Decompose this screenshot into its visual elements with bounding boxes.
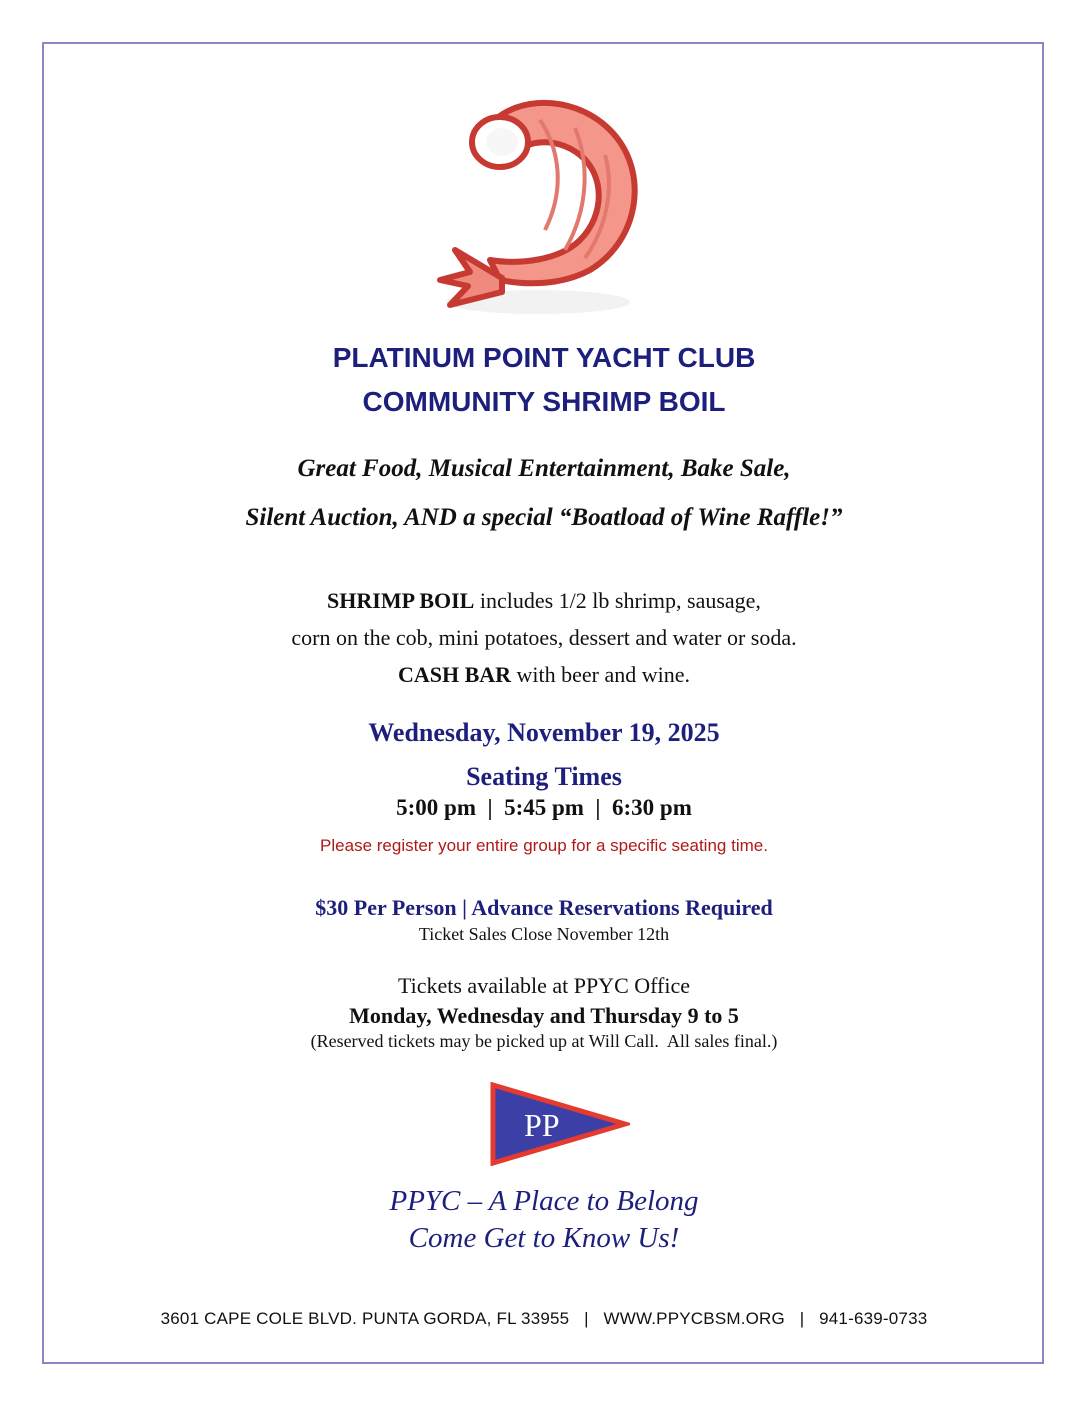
cash-bar-label: CASH BAR (397, 662, 512, 687)
tickets-note: (Reserved tickets may be picked up at Will Call. All sales final.) (310, 1031, 778, 1051)
cash-bar-text: with beer and wine. (511, 662, 691, 687)
footer-contact: 3601 CAPE COLE BLVD. PUNTA GORDA, FL 33955 | WWW.PPYCBSM.ORG | 941-639-0733 (160, 1309, 928, 1328)
event-date: Wednesday, November 19, 2025 (368, 718, 720, 747)
ticket-close-line: Ticket Sales Close November 12th (418, 924, 670, 944)
slogan-line-1: PPYC – A Place to Belong (389, 1185, 699, 1217)
event-title (0, 336, 1088, 424)
title-line-1: PLATINUM POINT YACHT CLUB (332, 342, 756, 373)
slogan-line-2: Come Get to Know Us! (408, 1222, 680, 1254)
price-line: $30 Per Person | Advance Reservations Required (315, 895, 773, 920)
seating-times: 5:00 pm | 5:45 pm | 6:30 pm (396, 795, 692, 820)
menu-line-3 (0, 656, 1088, 693)
menu-line-2: corn on the cob, mini potatoes, dessert and water or soda. (291, 625, 797, 650)
shrimp-icon (420, 80, 670, 320)
shrimp-boil-label: SHRIMP BOIL (327, 588, 475, 613)
shrimp-boil-text: includes 1/2 lb shrimp, sausage, (474, 588, 761, 613)
seating-heading: Seating Times (466, 762, 622, 791)
tagline-line-1: Great Food, Musical Entertainment, Bake Sale, (297, 455, 791, 482)
tickets-location: Tickets available at PPYC Office (397, 973, 691, 998)
burgee-flag-icon (490, 1082, 630, 1166)
burgee-letters: PP (524, 1107, 560, 1143)
register-note: Please register your entire group for a specific seating time. (320, 836, 768, 855)
title-line-2: COMMUNITY SHRIMP BOIL (362, 386, 726, 417)
slogan (0, 1183, 1088, 1257)
tickets-hours: Monday, Wednesday and Thursday 9 to 5 (349, 1003, 739, 1028)
tagline-line-2: Silent Auction, AND a special “Boatload of Wine Raffle!” (245, 504, 843, 531)
menu-line-1 (0, 582, 1088, 619)
menu-description (0, 582, 1088, 693)
